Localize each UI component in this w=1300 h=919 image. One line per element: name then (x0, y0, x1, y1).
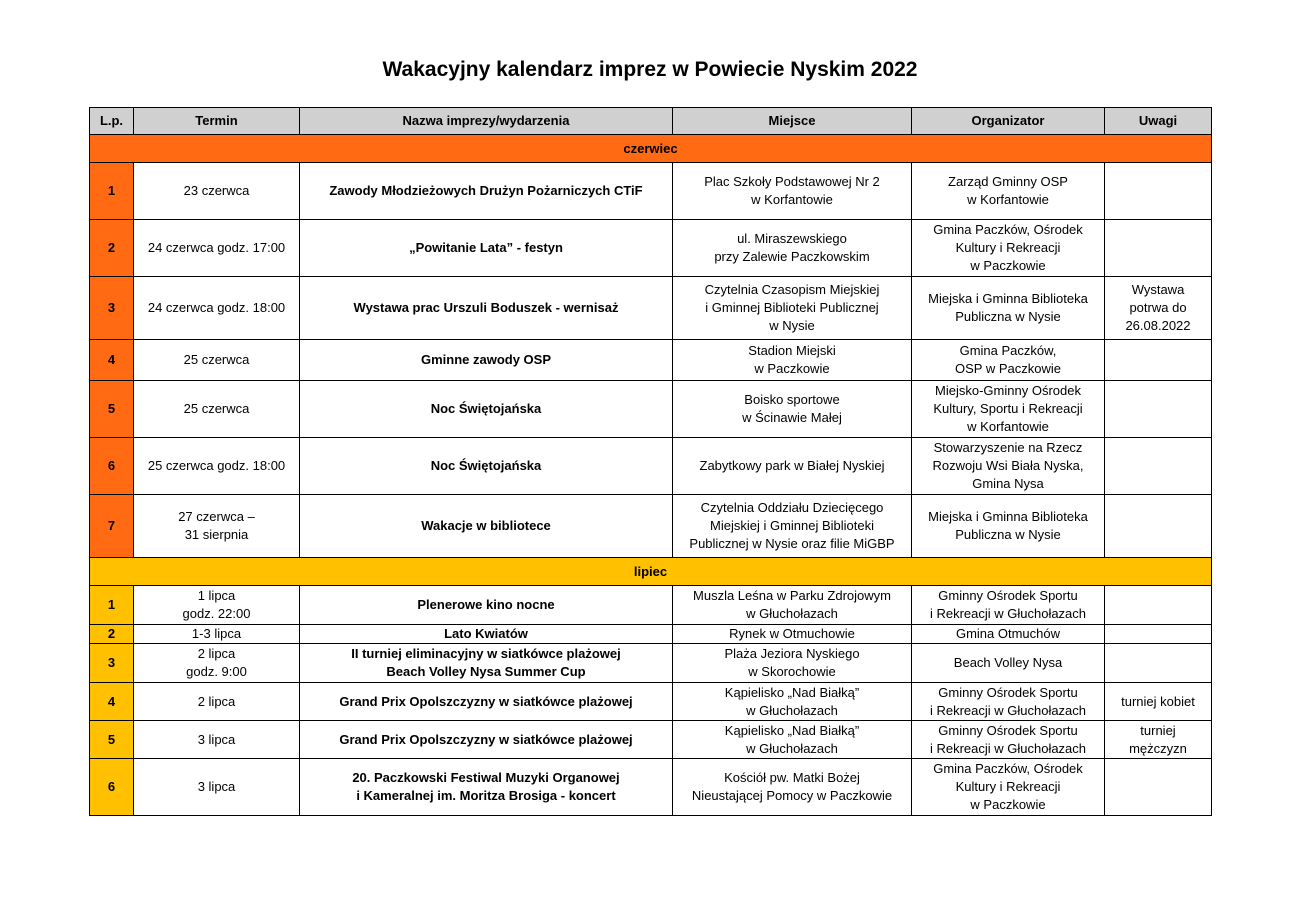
organizator-line: Zarząd Gminny OSP (948, 174, 1068, 189)
organizator-line: Publiczna w Nysie (955, 527, 1061, 542)
nazwa-line: Zawody Młodzieżowych Drużyn Pożarniczych CTiF (329, 183, 643, 198)
cell-miejsce (673, 644, 912, 683)
organizator-line: Gminny Ośrodek Sportu (938, 588, 1078, 603)
cell-uwagi (1105, 683, 1212, 721)
cell-organizator (912, 683, 1105, 721)
organizator-line: Gminny Ośrodek Sportu (938, 684, 1078, 700)
cell-lp: 6 (90, 438, 134, 495)
miejsce-line: w Ścinawie Małej (742, 410, 842, 425)
nazwa-line: Gminne zawody OSP (420, 352, 552, 367)
table-header-row (90, 108, 1212, 135)
cell-organizator (912, 759, 1105, 816)
cell-uwagi (1105, 625, 1212, 644)
section-label: czerwiec (90, 135, 1212, 163)
miejsce-line: Rynek w Otmuchowie (729, 626, 855, 641)
cell-organizator (912, 721, 1105, 759)
cell-nazwa (300, 220, 673, 277)
cell-nazwa (300, 644, 673, 683)
cell-organizator (912, 163, 1105, 220)
nazwa-line: Noc Świętojańska (430, 458, 542, 473)
miejsce-line: ul. Miraszewskiego (737, 231, 847, 246)
miejsce-line: w Głuchołazach (746, 606, 838, 621)
nazwa-line: Grand Prix Opolszczyzny w siatkówce plażowej (339, 731, 633, 747)
table-row (90, 644, 1212, 683)
miejsce-line: w Skorochowie (748, 664, 836, 679)
organizator-line: Gminny Ośrodek Sportu (938, 722, 1078, 738)
termin-line: 3 lipca (197, 731, 236, 747)
cell-uwagi (1105, 495, 1212, 558)
organizator-line: i Rekreacji w Głuchołazach (929, 702, 1087, 718)
cell-termin (134, 683, 300, 721)
cell-termin (134, 220, 300, 277)
header-termin: Termin (134, 108, 300, 135)
cell-nazwa (300, 163, 673, 220)
cell-lp: 5 (90, 381, 134, 438)
nazwa-line: Noc Świętojańska (430, 401, 542, 416)
termin-line: 23 czerwca (183, 183, 250, 198)
uwagi-line: turniej kobiet (1121, 693, 1195, 709)
table-body (90, 135, 1212, 816)
organizator-line: Kultury, Sportu i Rekreacji (933, 401, 1083, 416)
header-lp: L.p. (90, 108, 134, 135)
cell-uwagi (1105, 721, 1212, 759)
organizator-line: OSP w Paczkowie (955, 361, 1061, 376)
section-label: lipiec (90, 558, 1212, 586)
organizator-line: Miejska i Gminna Biblioteka (928, 509, 1088, 524)
table-row (90, 721, 1212, 759)
nazwa-line: i Kameralnej im. Moritza Brosiga - koncert (356, 788, 616, 803)
termin-line: 2 lipca (197, 693, 236, 709)
miejsce-line: Kąpielisko „Nad Białką” (724, 684, 860, 700)
termin-line: godz. 22:00 (182, 606, 251, 621)
cell-organizator (912, 625, 1105, 644)
miejsce-line: Publicznej w Nysie oraz filie MiGBP (689, 536, 895, 551)
cell-uwagi (1105, 644, 1212, 683)
cell-miejsce (673, 277, 912, 340)
nazwa-line: 20. Paczkowski Festiwal Muzyki Organowej (352, 770, 620, 785)
cell-nazwa (300, 495, 673, 558)
cell-termin (134, 759, 300, 816)
termin-line: 31 sierpnia (184, 527, 249, 542)
cell-lp: 4 (90, 683, 134, 721)
nazwa-line: Wakacje w bibliotece (421, 518, 551, 533)
cell-lp: 2 (90, 220, 134, 277)
cell-organizator (912, 277, 1105, 340)
cell-termin (134, 625, 300, 644)
cell-miejsce (673, 438, 912, 495)
termin-line: 1 lipca (197, 588, 236, 603)
cell-termin (134, 644, 300, 683)
uwagi-line: potrwa do (1129, 300, 1187, 315)
cell-nazwa (300, 683, 673, 721)
table-row (90, 625, 1212, 644)
cell-lp: 4 (90, 340, 134, 381)
cell-nazwa (300, 277, 673, 340)
table-row (90, 683, 1212, 721)
cell-uwagi (1105, 163, 1212, 220)
cell-lp: 7 (90, 495, 134, 558)
cell-organizator (912, 644, 1105, 683)
termin-line: 27 czerwca – (178, 509, 255, 524)
cell-lp: 5 (90, 721, 134, 759)
cell-organizator (912, 495, 1105, 558)
cell-miejsce (673, 163, 912, 220)
miejsce-line: Stadion Miejski (748, 343, 836, 358)
organizator-line: Kultury i Rekreacji (955, 240, 1061, 255)
termin-line: 25 czerwca godz. 18:00 (147, 458, 286, 473)
termin-line: 25 czerwca (183, 352, 250, 367)
cell-miejsce (673, 586, 912, 625)
cell-miejsce (673, 381, 912, 438)
cell-lp: 3 (90, 644, 134, 683)
miejsce-line: przy Zalewie Paczkowskim (714, 249, 870, 264)
miejsce-line: Miejskiej i Gminnej Biblioteki (710, 518, 874, 533)
organizator-line: i Rekreacji w Głuchołazach (929, 606, 1087, 621)
uwagi-line: 26.08.2022 (1125, 318, 1191, 333)
miejsce-line: Nieustającej Pomocy w Paczkowie (691, 788, 893, 803)
cell-lp: 1 (90, 163, 134, 220)
cell-termin (134, 163, 300, 220)
miejsce-line: w Nysie (769, 318, 815, 333)
cell-termin (134, 277, 300, 340)
cell-miejsce (673, 721, 912, 759)
nazwa-line: Lato Kwiatów (444, 626, 528, 641)
cell-lp: 1 (90, 586, 134, 625)
cell-miejsce (673, 759, 912, 816)
miejsce-line: Zabytkowy park w Białej Nyskiej (699, 458, 885, 473)
cell-miejsce (673, 220, 912, 277)
organizator-line: Publiczna w Nysie (955, 309, 1061, 324)
miejsce-line: Czytelnia Oddziału Dziecięcego (700, 500, 884, 515)
cell-miejsce (673, 340, 912, 381)
cell-termin (134, 586, 300, 625)
organizator-line: w Paczkowie (970, 797, 1046, 812)
cell-organizator (912, 438, 1105, 495)
cell-organizator (912, 220, 1105, 277)
miejsce-line: i Gminnej Biblioteki Publicznej (705, 300, 879, 315)
miejsce-line: w Głuchołazach (746, 740, 838, 756)
organizator-line: Miejsko-Gminny Ośrodek (935, 383, 1081, 398)
table-row (90, 163, 1212, 220)
cell-termin (134, 340, 300, 381)
cell-termin (134, 495, 300, 558)
table-row (90, 495, 1212, 558)
termin-line: godz. 9:00 (186, 664, 247, 679)
termin-line: 25 czerwca (183, 401, 250, 416)
termin-line: 24 czerwca godz. 17:00 (147, 240, 286, 255)
organizator-line: Rozwoju Wsi Biała Nyska, (932, 458, 1084, 473)
miejsce-line: Muszla Leśna w Parku Zdrojowym (693, 588, 891, 603)
cell-nazwa (300, 381, 673, 438)
table-row (90, 586, 1212, 625)
cell-nazwa (300, 721, 673, 759)
cell-miejsce (673, 625, 912, 644)
organizator-line: Gmina Paczków, Ośrodek (933, 222, 1083, 237)
cell-miejsce (673, 495, 912, 558)
cell-lp: 6 (90, 759, 134, 816)
page-title: Wakacyjny kalendarz imprez w Powiecie Nyskim 2022 (382, 58, 918, 81)
cell-lp: 3 (90, 277, 134, 340)
table-row (90, 277, 1212, 340)
organizator-line: Beach Volley Nysa (953, 655, 1063, 670)
cell-termin (134, 438, 300, 495)
cell-uwagi (1105, 759, 1212, 816)
organizator-line: Miejska i Gminna Biblioteka (928, 291, 1088, 306)
cell-nazwa (300, 625, 673, 644)
table-row (90, 759, 1212, 816)
organizator-line: i Rekreacji w Głuchołazach (929, 740, 1087, 756)
nazwa-line: Beach Volley Nysa Summer Cup (386, 664, 586, 679)
termin-line: 2 lipca (197, 646, 236, 661)
cell-nazwa (300, 340, 673, 381)
cell-nazwa (300, 586, 673, 625)
miejsce-line: Boisko sportowe (744, 392, 840, 407)
events-table (89, 107, 1212, 816)
organizator-line: w Paczkowie (970, 258, 1046, 273)
organizator-line: Gmina Otmuchów (955, 626, 1061, 641)
organizator-line: Kultury i Rekreacji (955, 779, 1061, 794)
uwagi-line: Wystawa (1131, 282, 1185, 297)
nazwa-line: Plenerowe kino nocne (417, 597, 555, 612)
cell-uwagi (1105, 220, 1212, 277)
termin-line: 3 lipca (197, 779, 236, 794)
miejsce-line: w Korfantowie (751, 192, 833, 207)
cell-lp: 2 (90, 625, 134, 644)
organizator-line: w Korfantowie (967, 419, 1049, 434)
header-miejsce: Miejsce (673, 108, 912, 135)
cell-organizator (912, 381, 1105, 438)
header-organizator: Organizator (912, 108, 1105, 135)
miejsce-line: Plac Szkoły Podstawowej Nr 2 (704, 174, 880, 189)
organizator-line: Gmina Paczków, Ośrodek (933, 761, 1083, 776)
termin-line: 1-3 lipca (191, 626, 242, 641)
header-uwagi: Uwagi (1105, 108, 1212, 135)
cell-uwagi (1105, 381, 1212, 438)
cell-termin (134, 381, 300, 438)
termin-line: 24 czerwca godz. 18:00 (147, 300, 286, 315)
organizator-line: w Korfantowie (967, 192, 1049, 207)
cell-nazwa (300, 759, 673, 816)
nazwa-line: Wystawa prac Urszuli Boduszek - wernisaż (353, 300, 619, 315)
cell-termin (134, 721, 300, 759)
table-row (90, 220, 1212, 277)
cell-uwagi (1105, 438, 1212, 495)
table-row (90, 438, 1212, 495)
cell-uwagi (1105, 586, 1212, 625)
cell-organizator (912, 340, 1105, 381)
cell-organizator (912, 586, 1105, 625)
cell-miejsce (673, 683, 912, 721)
miejsce-line: Plaża Jeziora Nyskiego (724, 646, 860, 661)
organizator-line: Gmina Nysa (972, 476, 1044, 491)
organizator-line: Stowarzyszenie na Rzecz (933, 440, 1083, 455)
cell-uwagi (1105, 277, 1212, 340)
section-row-czerwiec (90, 135, 1212, 163)
miejsce-line: w Głuchołazach (746, 702, 838, 718)
table-row (90, 340, 1212, 381)
table-row (90, 381, 1212, 438)
nazwa-line: Grand Prix Opolszczyzny w siatkówce plażowej (339, 693, 633, 709)
nazwa-line: II turniej eliminacyjny w siatkówce plażowej (351, 646, 621, 661)
miejsce-line: Czytelnia Czasopism Miejskiej (704, 282, 880, 297)
cell-uwagi (1105, 340, 1212, 381)
organizator-line: Gmina Paczków, (959, 343, 1057, 358)
cell-nazwa (300, 438, 673, 495)
uwagi-line: turniej (1140, 722, 1176, 738)
uwagi-line: mężczyzn (1129, 740, 1187, 756)
nazwa-line: „Powitanie Lata” - festyn (409, 240, 563, 255)
miejsce-line: w Paczkowie (754, 361, 830, 376)
header-nazwa: Nazwa imprezy/wydarzenia (300, 108, 673, 135)
miejsce-line: Kościół pw. Matki Bożej (724, 770, 860, 785)
miejsce-line: Kąpielisko „Nad Białką” (724, 722, 860, 738)
section-row-lipiec (90, 558, 1212, 586)
